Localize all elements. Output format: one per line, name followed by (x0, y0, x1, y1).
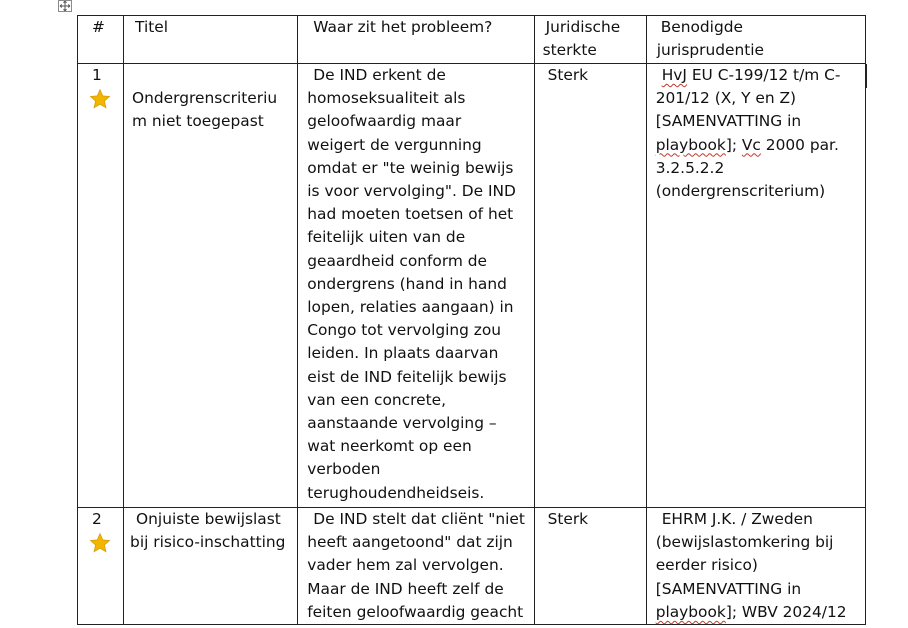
table-header-row (78, 16, 866, 64)
issues-table (77, 15, 866, 625)
move-icon (59, 1, 71, 11)
header-problem[interactable]: Waar zit het probleem? (298, 16, 534, 64)
star-icon (89, 88, 111, 110)
header-strength[interactable]: Juridische sterkte (534, 16, 646, 64)
row-title-cell[interactable]: Onjuiste bewijslast bij risico-inschatting (124, 508, 298, 625)
row-strength-cell[interactable] (534, 64, 646, 508)
row-problem-cell[interactable]: De IND erkent de homoseksualiteit als geloofwaardig maar weigert de vergunning omdat er "te weinig bewijs is voor vervolging". De IND had moeten toetsen of het feitelijk uiten van de geaardheid conform de ondergrens (hand in hand lopen, relaties aangaan) in Congo tot vervolging zou leiden. In plaats daarvan eist de IND feitelijk bewijs van een concrete, aanstaande vervolging – wat neerkomt op een verboden terughoudendheidseis. (298, 64, 534, 508)
row-number: 1 (92, 66, 102, 84)
header-num[interactable]: # (78, 16, 124, 64)
table-row (78, 64, 866, 508)
table-move-handle[interactable] (58, 0, 72, 12)
header-title[interactable]: Titel (124, 16, 298, 64)
strength-value: Sterk (547, 66, 589, 84)
text-cursor (866, 64, 867, 88)
row-title-cell[interactable]: Ondergrenscriteriu m niet toegepast (124, 64, 298, 508)
row-strength-cell[interactable] (534, 508, 646, 625)
row-jurisprudence-cell[interactable]: HvJ EU C-199/12 t/m C- 201/12 (X, Y en Z) [SAMENVATTING in playbook]; Vc 2000 par. 3.2.5.2.2 (ondergrenscriterium) (646, 64, 865, 508)
table-row (78, 508, 866, 625)
star-icon (89, 532, 111, 554)
header-jurisprudence[interactable]: Benodigde jurisprudentie (646, 16, 865, 64)
row-problem-cell[interactable]: De IND stelt dat cliënt "niet heeft aangetoond" dat zijn vader hem zal vervolgen. Maar de IND heeft zelf de feiten geloofwaardig geacht (298, 508, 534, 625)
row-jurisprudence-cell[interactable]: EHRM J.K. / Zweden (bewijslastomkering bij eerder risico) [SAMENVATTING in playbook]; WBV 2024/12 (646, 508, 865, 625)
row-num-cell[interactable] (78, 508, 124, 625)
row-number: 2 (92, 510, 102, 528)
row-num-cell[interactable] (78, 64, 124, 508)
strength-value: Sterk (547, 510, 589, 528)
